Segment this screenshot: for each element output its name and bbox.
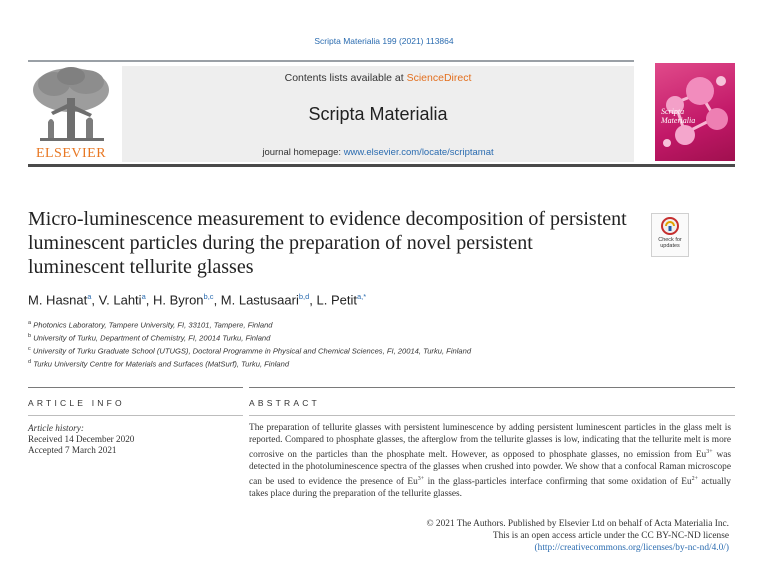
affiliation-text: Photonics Laboratory, Tampere University, FI, 33101, Tampere, Finland [33, 320, 273, 330]
article-history [28, 423, 238, 456]
cover-title: Scripta Materialia [661, 107, 696, 125]
check-updates-label [652, 237, 688, 249]
author-affiliation-marker[interactable]: a [141, 292, 146, 301]
contents-prefix: Contents lists available at [284, 72, 407, 84]
affiliation-item [28, 357, 728, 370]
check-updates-label-line1: Check for [658, 237, 682, 243]
affiliation-text: Turku University Centre for Materials and Surfaces (MatSurf), Turku, Finland [33, 359, 290, 369]
contents-available-line [122, 72, 634, 84]
accepted-date: Accepted 7 March 2021 [28, 445, 117, 455]
abstract-top-rule [249, 387, 735, 388]
check-updates-label-line2: updates [660, 243, 680, 249]
copyright-line: © 2021 The Authors. Published by Elsevier Ltd on behalf of Acta Materialia Inc. [426, 519, 729, 529]
affiliation-marker: d [28, 359, 32, 366]
homepage-link[interactable]: www.elsevier.com/locate/scriptamat [343, 147, 494, 158]
journal-name: Scripta Materialia [308, 104, 448, 124]
abstract-segment: The preparation of tellurite glasses with persistent luminescence by adding persistent luminescent particles in the glass melt is reported. Compared to phosphate glasses, the afterglow from the tellurite glasses is low, indicating that the tellurite melt is more corrosive on the particles than the phosphate melt. However, as opposed to phosphate glasses, no emission from Eu [249, 423, 731, 461]
article-info-top-rule [28, 387, 243, 388]
author-affiliation-marker[interactable]: a,* [356, 292, 367, 301]
journal-cover-image[interactable] [655, 63, 735, 161]
author-name[interactable]: M. Hasnat [28, 292, 88, 308]
journal-homepage-line [122, 147, 634, 158]
affiliation-item [28, 318, 728, 331]
charge-superscript: 3+ [706, 449, 713, 455]
license-link[interactable]: (http://creativecommons.org/licenses/by-nc-nd/4.0/) [534, 543, 729, 553]
copyright-notice [249, 518, 729, 554]
charge-superscript: 2+ [691, 476, 699, 483]
history-label: Article history: [28, 423, 84, 433]
sciencedirect-link[interactable]: ScienceDirect [406, 72, 472, 84]
article-title: Micro-luminescence measurement to evidence decomposition of persistent luminescent particles during the preparation of novel persistent luminescent tellurite glasses [28, 208, 627, 278]
affiliation-text: University of Turku, Department of Chemistry, FI, 20014 Turku, Finland [33, 333, 271, 343]
author-list: M. Hasnat$^a$, V. Lahti$^a$, H. Byron$^{b,c}$, M. Lastusaari$^{b,d}$, L. Petit$^{a,*}$ [28, 292, 367, 308]
author-affiliation-marker[interactable]: b,d [298, 292, 310, 301]
charge-superscript: 3+ [417, 476, 425, 483]
license-line: This is an open access article under the CC BY-NC-ND license [492, 531, 729, 541]
affiliations-list [28, 318, 728, 370]
elsevier-wordmark[interactable]: ELSEVIER [35, 146, 107, 161]
abstract-segment: actually takes place during the preparation of the tellurite glasses. [249, 477, 731, 500]
affiliation-marker: a [28, 320, 32, 326]
author-name[interactable]: H. Byron [152, 292, 204, 308]
header-top-rule [28, 60, 634, 62]
header-bottom-rule [28, 164, 735, 167]
abstract-text [249, 422, 731, 500]
affiliation-marker: c [28, 346, 31, 353]
journal-citation[interactable]: Scripta Materialia 199 (2021) 113864 [314, 36, 454, 46]
abstract-segment: in the glass-particles interface confirming that some oxidation of Eu [424, 477, 692, 488]
affiliation-item [28, 344, 728, 357]
check-updates-icon [652, 214, 688, 238]
abstract-heading: ABSTRACT [249, 398, 320, 408]
article-info-heading: ARTICLE INFO [28, 398, 125, 408]
affiliation-item [28, 331, 728, 344]
homepage-prefix: journal homepage: [262, 147, 344, 158]
author-affiliation-marker[interactable]: a [87, 292, 92, 301]
received-date: Received 14 December 2020 [28, 434, 135, 444]
author-name[interactable]: M. Lastusaari [220, 292, 299, 308]
affiliation-marker: b [28, 333, 32, 340]
affiliation-text: University of Turku Graduate School (UTUGS), Doctoral Programme in Physical and Chemical Sciences, FI, 20014, Turku, Finland [32, 346, 472, 356]
author-name[interactable]: L. Petit [316, 292, 357, 308]
article-info-sub-rule [28, 415, 243, 416]
author-affiliation-marker[interactable]: b,c [203, 292, 214, 301]
abstract-segment: was detected in the photoluminescence spectra of the glasses when crushed into powder. We show that a confocal Raman microscope can be used to evidence the presence of Eu [249, 450, 731, 488]
author-name[interactable]: V. Lahti [98, 292, 142, 308]
check-for-updates-badge[interactable] [651, 213, 689, 257]
abstract-sub-rule [249, 415, 735, 416]
